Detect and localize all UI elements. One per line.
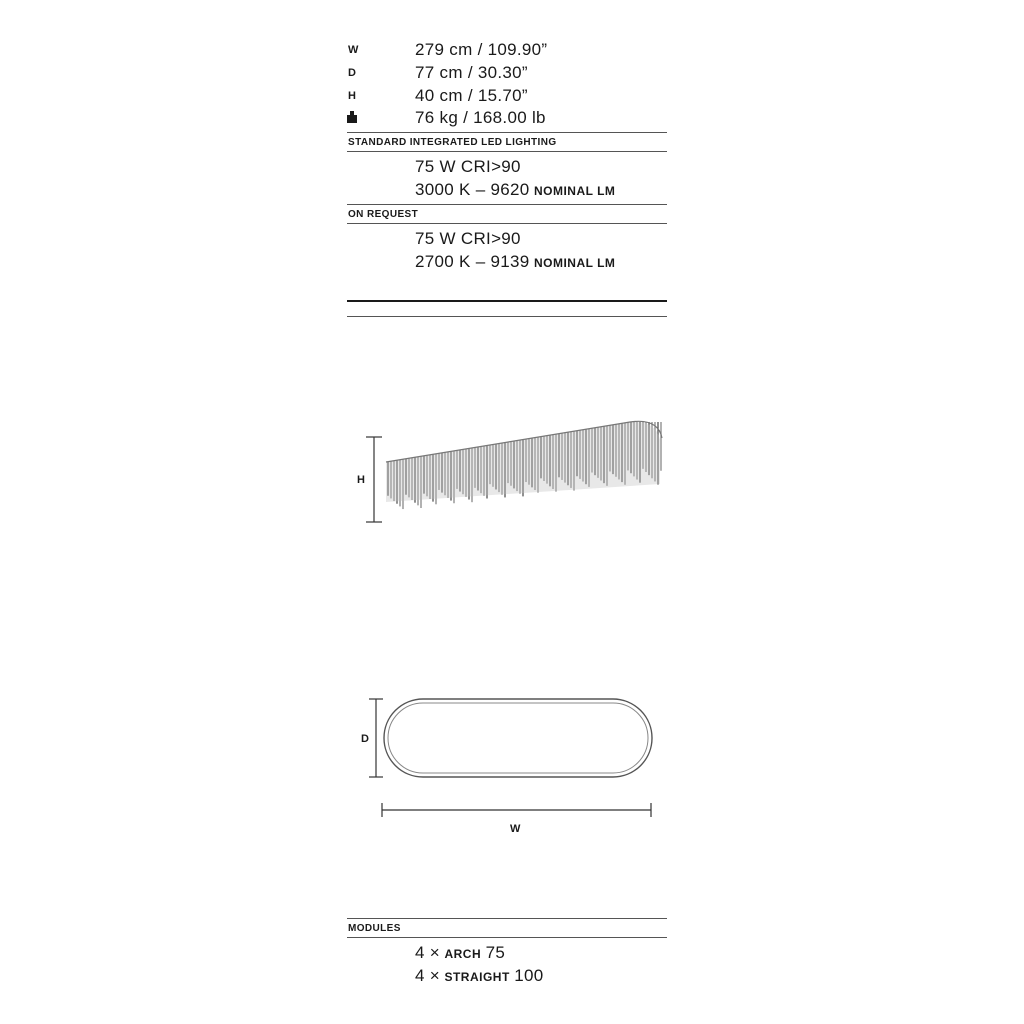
on-request-temp-lumens: 2700 K – 9139 <box>415 252 530 271</box>
height-label: H <box>348 90 357 102</box>
standard-temp-row <box>415 180 615 200</box>
standard-temp-lumens: 3000 K – 9620 <box>415 180 530 199</box>
divider <box>347 204 667 205</box>
width-label: W <box>348 44 359 56</box>
divider <box>347 151 667 152</box>
module-item <box>415 943 505 963</box>
divider <box>347 132 667 133</box>
side-height-label: H <box>357 474 366 486</box>
divider <box>347 918 667 919</box>
module-name: STRAIGHT <box>444 970 510 984</box>
module-item <box>415 966 544 986</box>
height-value: 40 cm / 15.70” <box>415 86 528 105</box>
standard-lighting-heading: STANDARD INTEGRATED LED LIGHTING <box>348 137 557 148</box>
modules-heading: MODULES <box>348 923 401 934</box>
standard-power: 75 W CRI>90 <box>415 157 521 176</box>
on-request-temp-row <box>415 252 615 272</box>
top-width-label: W <box>510 823 521 835</box>
divider <box>347 316 667 317</box>
on-request-power: 75 W CRI>90 <box>415 229 521 248</box>
on-request-heading: ON REQUEST <box>348 209 419 220</box>
on-request-unit: NOMINAL LM <box>533 256 616 270</box>
module-size: 75 <box>485 943 506 962</box>
divider <box>347 300 667 302</box>
module-name: ARCH <box>444 947 482 961</box>
side-elevation-drawing <box>360 410 680 540</box>
standard-unit: NOMINAL LM <box>533 184 616 198</box>
weight-value: 76 kg / 168.00 lb <box>415 108 546 127</box>
top-plan-drawing <box>368 690 668 826</box>
depth-value: 77 cm / 30.30” <box>415 63 528 82</box>
divider <box>347 223 667 224</box>
weight-icon <box>346 110 358 124</box>
divider <box>347 937 667 938</box>
width-value: 279 cm / 109.90” <box>415 40 548 59</box>
module-count: 4 × <box>415 966 441 985</box>
top-depth-label: D <box>361 733 370 745</box>
module-size: 100 <box>514 966 544 985</box>
module-count: 4 × <box>415 943 441 962</box>
depth-label: D <box>348 67 357 79</box>
